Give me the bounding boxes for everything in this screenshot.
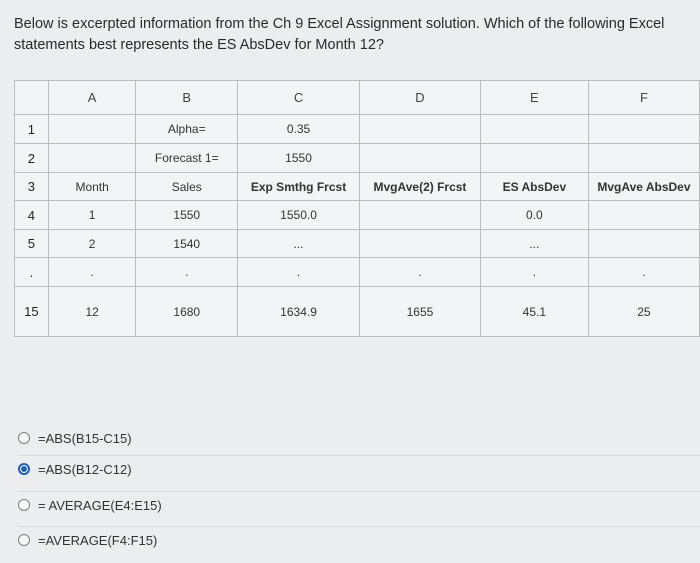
column-header: B: [136, 81, 238, 115]
table-row: [15, 287, 700, 337]
row-header: 4: [15, 201, 49, 230]
cell: MvgAve(2) Frcst: [360, 173, 481, 201]
cell: 0.35: [238, 115, 360, 144]
cell: 1550.0: [238, 201, 360, 230]
row-header: 2: [15, 144, 49, 173]
radio-button[interactable]: [18, 534, 30, 546]
cell: .: [360, 258, 481, 287]
cell: [588, 115, 699, 144]
table-row: [15, 258, 700, 287]
row-header: 15: [15, 287, 49, 337]
cell: [360, 230, 481, 258]
column-header: F: [588, 81, 699, 115]
cell: ES AbsDev: [480, 173, 588, 201]
radio-button[interactable]: [18, 499, 30, 511]
question-text: Below is excerpted information from the Ch 9 Excel Assignment solution. Which of the following Excel statements best represents the ES AbsDev for Month 12?: [14, 16, 665, 53]
cell: .: [588, 258, 699, 287]
cell: 45.1: [480, 287, 588, 337]
column-header-row: [15, 81, 700, 115]
row-header: 3: [15, 173, 49, 201]
cell: 1634.9: [238, 287, 360, 337]
cell: 12: [48, 287, 136, 337]
cell: [360, 144, 481, 173]
cell: .: [480, 258, 588, 287]
cell: 1540: [136, 230, 238, 258]
cell: ...: [238, 230, 360, 258]
option-1[interactable]: [18, 425, 678, 451]
cell: [480, 115, 588, 144]
cell: 1: [48, 201, 136, 230]
cell: [48, 115, 136, 144]
cell: [48, 144, 136, 173]
cell: MvgAve AbsDev: [588, 173, 699, 201]
cell: [360, 201, 481, 230]
column-header: E: [480, 81, 588, 115]
row-header: 5: [15, 230, 49, 258]
cell: 2: [48, 230, 136, 258]
cell: Forecast 1=: [136, 144, 238, 173]
table-row: [15, 201, 700, 230]
column-header: D: [360, 81, 481, 115]
cell: .: [136, 258, 238, 287]
row-header: .: [15, 258, 49, 287]
cell: [480, 144, 588, 173]
column-header: A: [48, 81, 136, 115]
spreadsheet-excerpt: [14, 80, 700, 337]
cell: [588, 230, 699, 258]
radio-button-selected[interactable]: [18, 463, 30, 475]
option-label: =ABS(B15-C15): [38, 430, 132, 446]
table-row: [15, 115, 700, 144]
cell: .: [238, 258, 360, 287]
cell: 1680: [136, 287, 238, 337]
cell: [588, 144, 699, 173]
cell: 25: [588, 287, 699, 337]
cell: .: [48, 258, 136, 287]
cell: Alpha=: [136, 115, 238, 144]
table-row: [15, 173, 700, 201]
option-label: =AVERAGE(F4:F15): [38, 532, 158, 548]
cell: Month: [48, 173, 136, 201]
column-header: C: [238, 81, 360, 115]
cell: 1550: [136, 201, 238, 230]
cell: [360, 115, 481, 144]
option-label: = AVERAGE(E4:E15): [38, 497, 162, 513]
row-header: 1: [15, 115, 49, 144]
corner-cell: [15, 81, 49, 115]
option-label: =ABS(B12-C12): [38, 461, 132, 477]
cell: Exp Smthg Frcst: [238, 173, 360, 201]
option-4[interactable]: [18, 527, 678, 553]
cell: Sales: [136, 173, 238, 201]
radio-button[interactable]: [18, 432, 30, 444]
table-row: [15, 230, 700, 258]
table-row: [15, 144, 700, 173]
cell: 1550: [238, 144, 360, 173]
option-3[interactable]: [18, 492, 678, 518]
cell: [588, 201, 699, 230]
cell: 0.0: [480, 201, 588, 230]
cell: ...: [480, 230, 588, 258]
option-2[interactable]: [18, 456, 678, 482]
cell: 1655: [360, 287, 481, 337]
